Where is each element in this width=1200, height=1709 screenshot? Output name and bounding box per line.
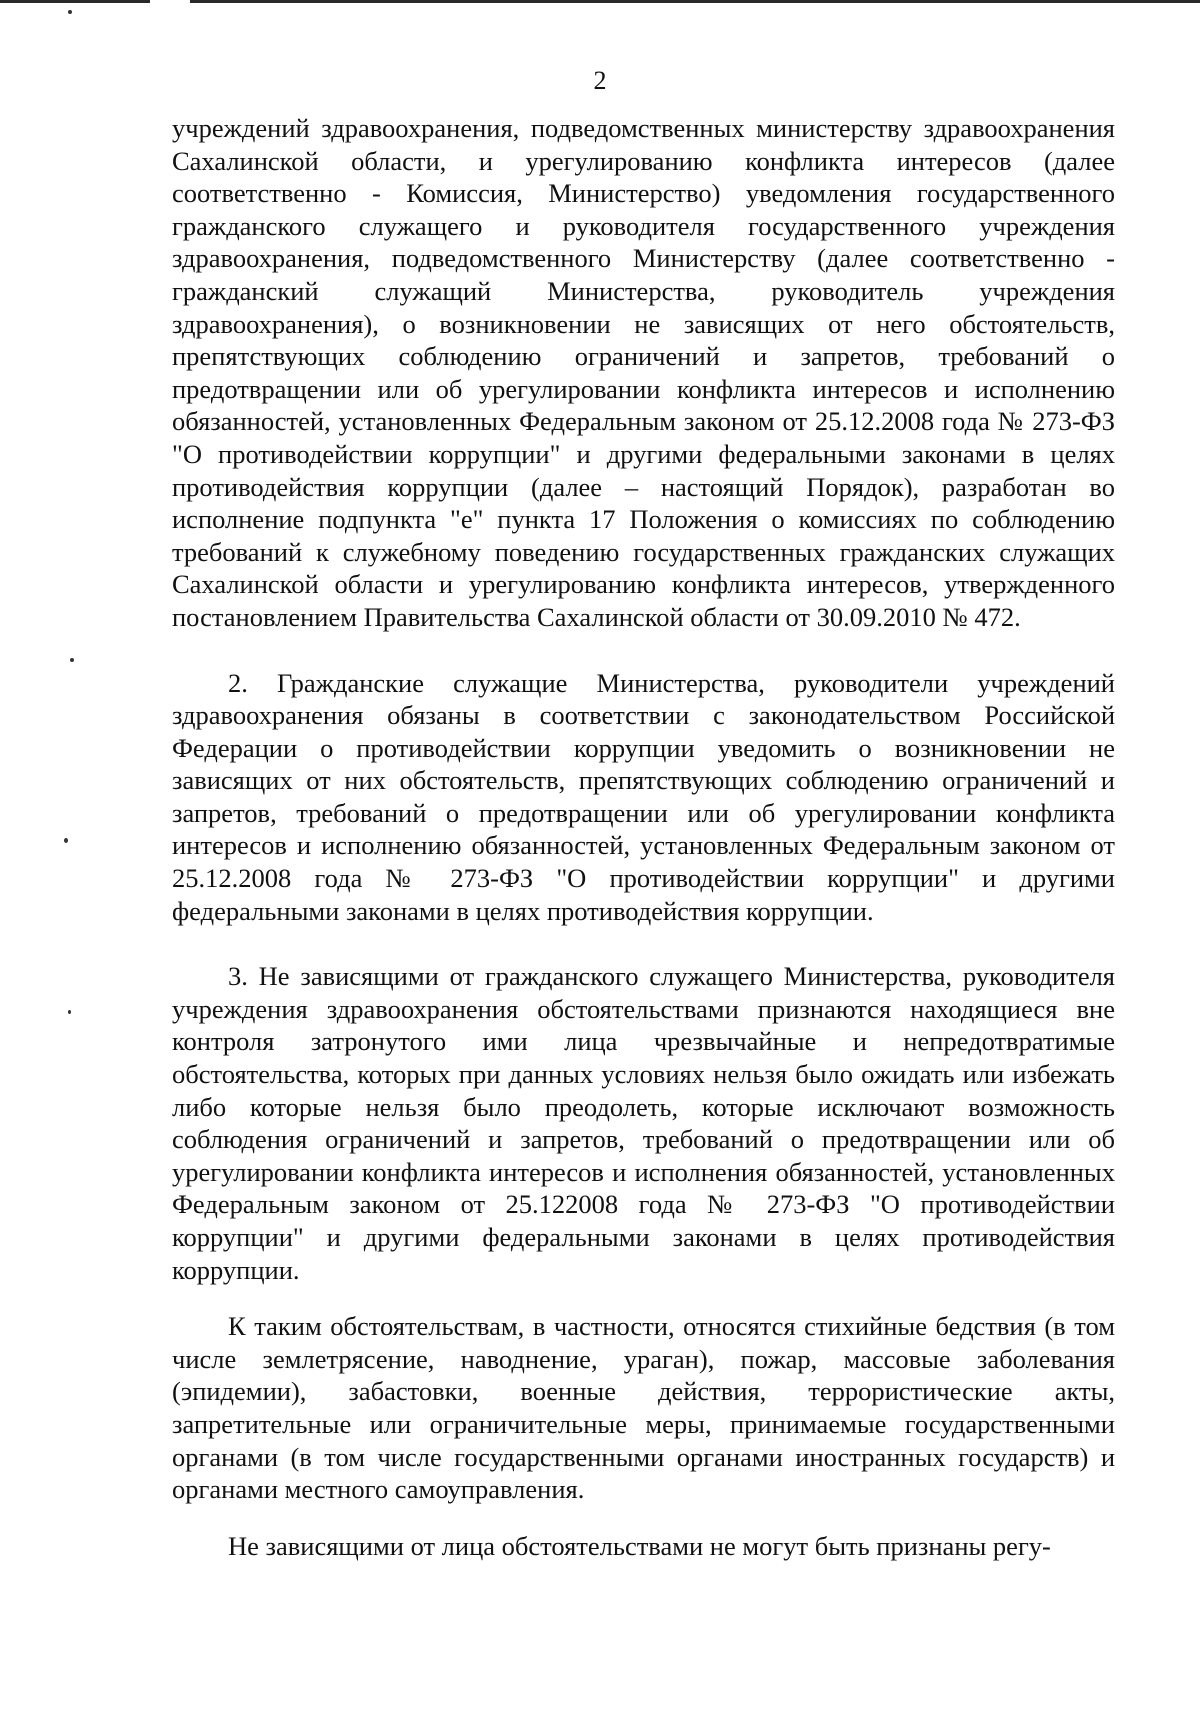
top-border-gap: [150, 0, 190, 3]
scan-speck: [68, 10, 72, 14]
paragraph-circumstances: К таким обстоятельствам, в частности, относятся стихийные бедствия (в том числе землетрясение, наводнение, ураган), пожар, массовые заболевания (эпидемии), забастовки, военные действия, террористические акты, запретительные или ограничительные меры, принимаемые государственными органами (в том числе государственными органами иностранных государств) и органами местного самоуправления.: [172, 1311, 1115, 1505]
paragraph-spacer: [172, 634, 1115, 667]
paragraph-item-2: 2. Гражданские служащие Министерства, руководители учреждений здравоохранения обязаны в соответствии с законодательством Российской Федерации о противодействии коррупции уведомить о возникновении не зависящих от них обстоятельств, препятствующих соблюдению ограничений и запретов, требований о предотвращении или об урегулировании конфликта интересов и исполнению обязанностей, установленных Федеральным законом от 25.12.2008 года № 273-ФЗ "О противодействии коррупции" и другими федеральными законами в целях противодействия коррупции.: [172, 667, 1115, 926]
paragraph-item-3: 3. Не зависящими от гражданского служащего Министерства, руководителя учреждения здравоохранения обстоятельствами признаются находящиеся вне контроля затронутого ими лица чрезвычайные и непредотвратимые обстоятельства, которых при данных условиях нельзя было ожидать или избежать либо которые нельзя было преодолеть, которые исключают возможность соблюдения ограничений и запретов, требований о предотвращении или об урегулировании конфликта интересов и исполнения обязанностей, установленных Федеральным законом от 25.122008 года № 273-ФЗ "О противодействии коррупции" и другими федеральными законами в целях противодействия коррупции.: [172, 961, 1115, 1285]
document-body: [172, 112, 1115, 1562]
paragraph-spacer: [172, 927, 1115, 960]
paragraph-spacer: [172, 1506, 1115, 1530]
paragraph-continuation: учреждений здравоохранения, подведомственных министерству здравоохранения Сахалинской области, и урегулированию конфликта интересов (далее соответственно - Комиссия, Министерство) уведомления государственного гражданского служащего и руководителя государственного учреждения здравоохранения, подведомственного Министерству (далее соответственно - гражданский служащий Министерства, руководитель учреждения здравоохранения), о возникновении не зависящих от него обстоятельств, препятствующих соблюдению ограничений и запретов, требований о предотвращении или об урегулировании конфликта интересов и исполнению обязанностей, установленных Федеральным законом от 25.12.2008 года № 273-ФЗ "О противодействии коррупции" и другими федеральными законами в целях противодействия коррупции (далее – настоящий Порядок), разработан во исполнение подпункта "е" пункта 17 Положения о комиссиях по соблюдению требований к служебному поведению государственных гражданских служащих Сахалинской области и урегулированию конфликта интересов, утвержденного постановлением Правительства Сахалинской области от 30.09.2010 № 472.: [172, 113, 1115, 632]
page-number: 2: [593, 66, 607, 95]
paragraph-spacer: [172, 1286, 1115, 1310]
scan-speck: [64, 838, 68, 843]
paragraph-final-partial: Не зависящими от лица обстоятельствами не могут быть признаны регу-: [228, 1530, 1051, 1561]
scan-speck: [70, 658, 74, 662]
scan-speck: [68, 1010, 71, 1014]
